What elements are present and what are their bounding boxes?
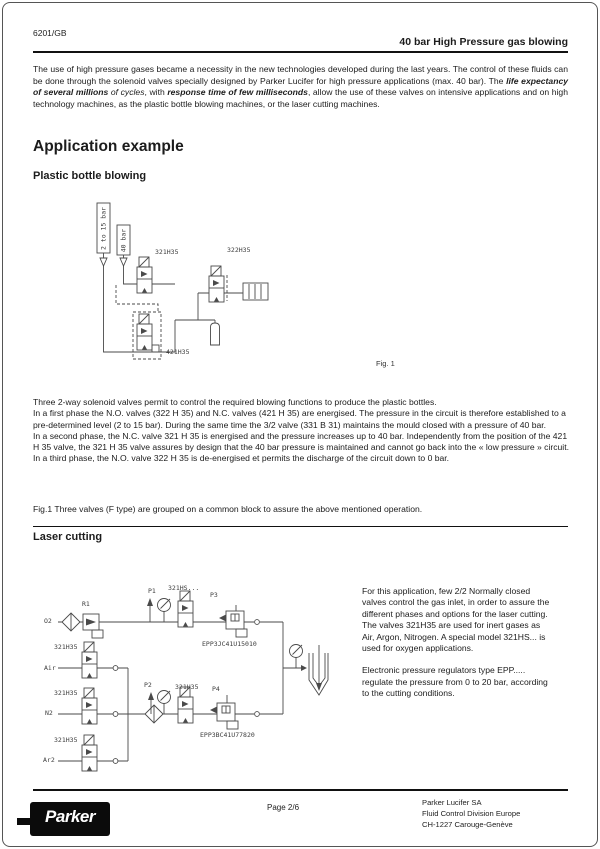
fig1-valve-421-label: 421H35 [166, 348, 190, 356]
laser-paragraph-1: For this application, few 2/2 Normally closed valves control the gas inlet, in order to assure the different phases and options for the laser cutting. The valves 321H35 are used for inert gases as Air, Argon, Nitrogen. A special model 321HS... is used for oxygen applications. [362, 586, 550, 654]
pilot-valve-symbol-p3 [219, 611, 247, 637]
valve-symbol-322 [209, 266, 224, 302]
parker-logo [30, 802, 110, 836]
intro-paragraph [33, 64, 568, 110]
body-paragraph-3: In a second phase, the N.C. valve 321 H 35 is energised and the pressure increases up to 40 bar. Independently from the position of the 421 H 35 valve, the 321 H 35 valve assures by design that the 40 bar pressure is maintained and cannot go back into the « low pressure » circuit. [33, 430, 569, 453]
footer-rule [33, 789, 568, 791]
intro-seg3: of cycles [108, 87, 145, 97]
document-number: 6201/GB [33, 28, 67, 38]
body-paragraph-4: In a third phase, the N.O. valve 322 H 35 is de-energised et permits the discharge of the circuit down to 0 bar. [33, 453, 450, 464]
cylinder-symbol [211, 323, 220, 345]
fig1-valve-321-label: 321H35 [155, 248, 179, 256]
fig2-air-label: Air [44, 664, 56, 672]
fig1-note: Fig.1 Three valves (F type) are grouped on a common block to assure the above mentioned operation. [33, 504, 423, 514]
address-line-3: CH-1227 Carouge-Genève [422, 820, 513, 829]
body-text-plastic-bottle [33, 397, 575, 465]
valve-symbol-mid [178, 687, 193, 723]
parker-logo-text: Parker [45, 807, 95, 826]
regulator-symbol-r1 [83, 614, 103, 638]
fig2-p2-label: P2 [144, 681, 152, 689]
valve-symbol-air [82, 642, 97, 678]
valve-symbol-321 [137, 257, 152, 293]
valve-symbol-421 [137, 314, 152, 350]
address-line-1: Parker Lucifer SA [422, 798, 482, 807]
fig2-valve-mid-label: 321H35 [175, 683, 199, 691]
company-address [422, 797, 520, 830]
address-line-2: Fluid Control Division Europe [422, 809, 521, 818]
page-title: 40 bar High Pressure gas blowing [399, 36, 568, 48]
fig2-ar2-label: Ar2 [43, 756, 55, 764]
pilot-valve-symbol-p4 [210, 703, 238, 729]
intro-seg2: life expectancy of several millions [33, 75, 568, 97]
intro-seg5: response time of few milliseconds [167, 87, 308, 97]
intro-seg6: , allow the use of these valves on intensive applications and on high technology machines, as the plastic bottle blowing machines, or the laser cutting machines. [33, 87, 568, 109]
fig1-caption: Fig. 1 [376, 359, 395, 368]
gauge-symbol-nozzle [290, 645, 303, 658]
valve-symbol-n2 [82, 688, 97, 724]
header-rule [33, 51, 568, 53]
subsection-plastic-bottle-blowing: Plastic bottle blowing [33, 170, 147, 182]
laser-cutting-text [362, 586, 554, 711]
fig2-epp-top-label: EPP3JC41U15010 [202, 640, 257, 648]
laser-paragraph-2: Electronic pressure regulators type EPP..... regulate the pressure from 0 to 20 bar, according to the cutting conditions. [362, 665, 548, 699]
fig2-p4-label: P4 [212, 685, 220, 693]
fig2-n2-label: N2 [45, 709, 53, 717]
valve-symbol-ar2 [82, 735, 97, 771]
fig2-valve-top-label: 321HS... [168, 584, 200, 592]
fig2-p3-label: P3 [210, 591, 218, 599]
section-title-application-example: Application example [33, 138, 184, 155]
body-paragraph-1: Three 2-way solenoid valves permit to control the required blowing functions to produce the plastic bottles. [33, 397, 437, 407]
valve-symbol-321hs [178, 591, 193, 627]
fig1-valve-322-label: 322H35 [227, 246, 251, 254]
fig2-valve-ar-label: 321H35 [54, 736, 78, 744]
fig2-epp-bottom-label: EPP3BC41U77820 [200, 731, 255, 739]
gauge-symbol-p1 [158, 599, 171, 612]
fig2-p1-label: P1 [148, 587, 156, 595]
page-number: Page 2/6 [266, 803, 300, 812]
fig1-source-low-label: 2 to 15 bar [99, 206, 107, 250]
filter-symbol-mid [145, 705, 163, 723]
section-rule [33, 526, 568, 527]
subsection-laser-cutting: Laser cutting [33, 531, 103, 543]
fig1-source-high-label: 40 bar [119, 228, 127, 252]
gauge-symbol-p2 [158, 691, 171, 704]
filter-symbol-o2 [62, 613, 80, 631]
body-paragraph-2: In a first phase the N.O. valves (322 H 35) and N.C. valves (421 H 35) are energised. The pressure in the circuit is therefore established to a pre-determined level (2 to 15 bar). During the same time the 3/2 valve (331 B 31) maintains the mould closed with a pressure of 40 bar. [33, 408, 566, 430]
intro-seg4: , with [144, 87, 168, 97]
fig2-valve-air-label: 321H35 [54, 643, 78, 651]
fig2-o2-label: O2 [44, 617, 52, 625]
fig1-schematic [65, 195, 405, 380]
fig2-valve-n2-label: 321H35 [54, 689, 78, 697]
intro-seg1: The use of high pressure gases became a necessity in the new technologies developed during the last years. The control of these fluids can be done through the solenoid valves specially designed by Parker Lucifer for high pressure applications (max. 40 bar). The [33, 64, 568, 86]
fig2-schematic [40, 575, 370, 795]
fig2-r1-label: R1 [82, 600, 90, 608]
